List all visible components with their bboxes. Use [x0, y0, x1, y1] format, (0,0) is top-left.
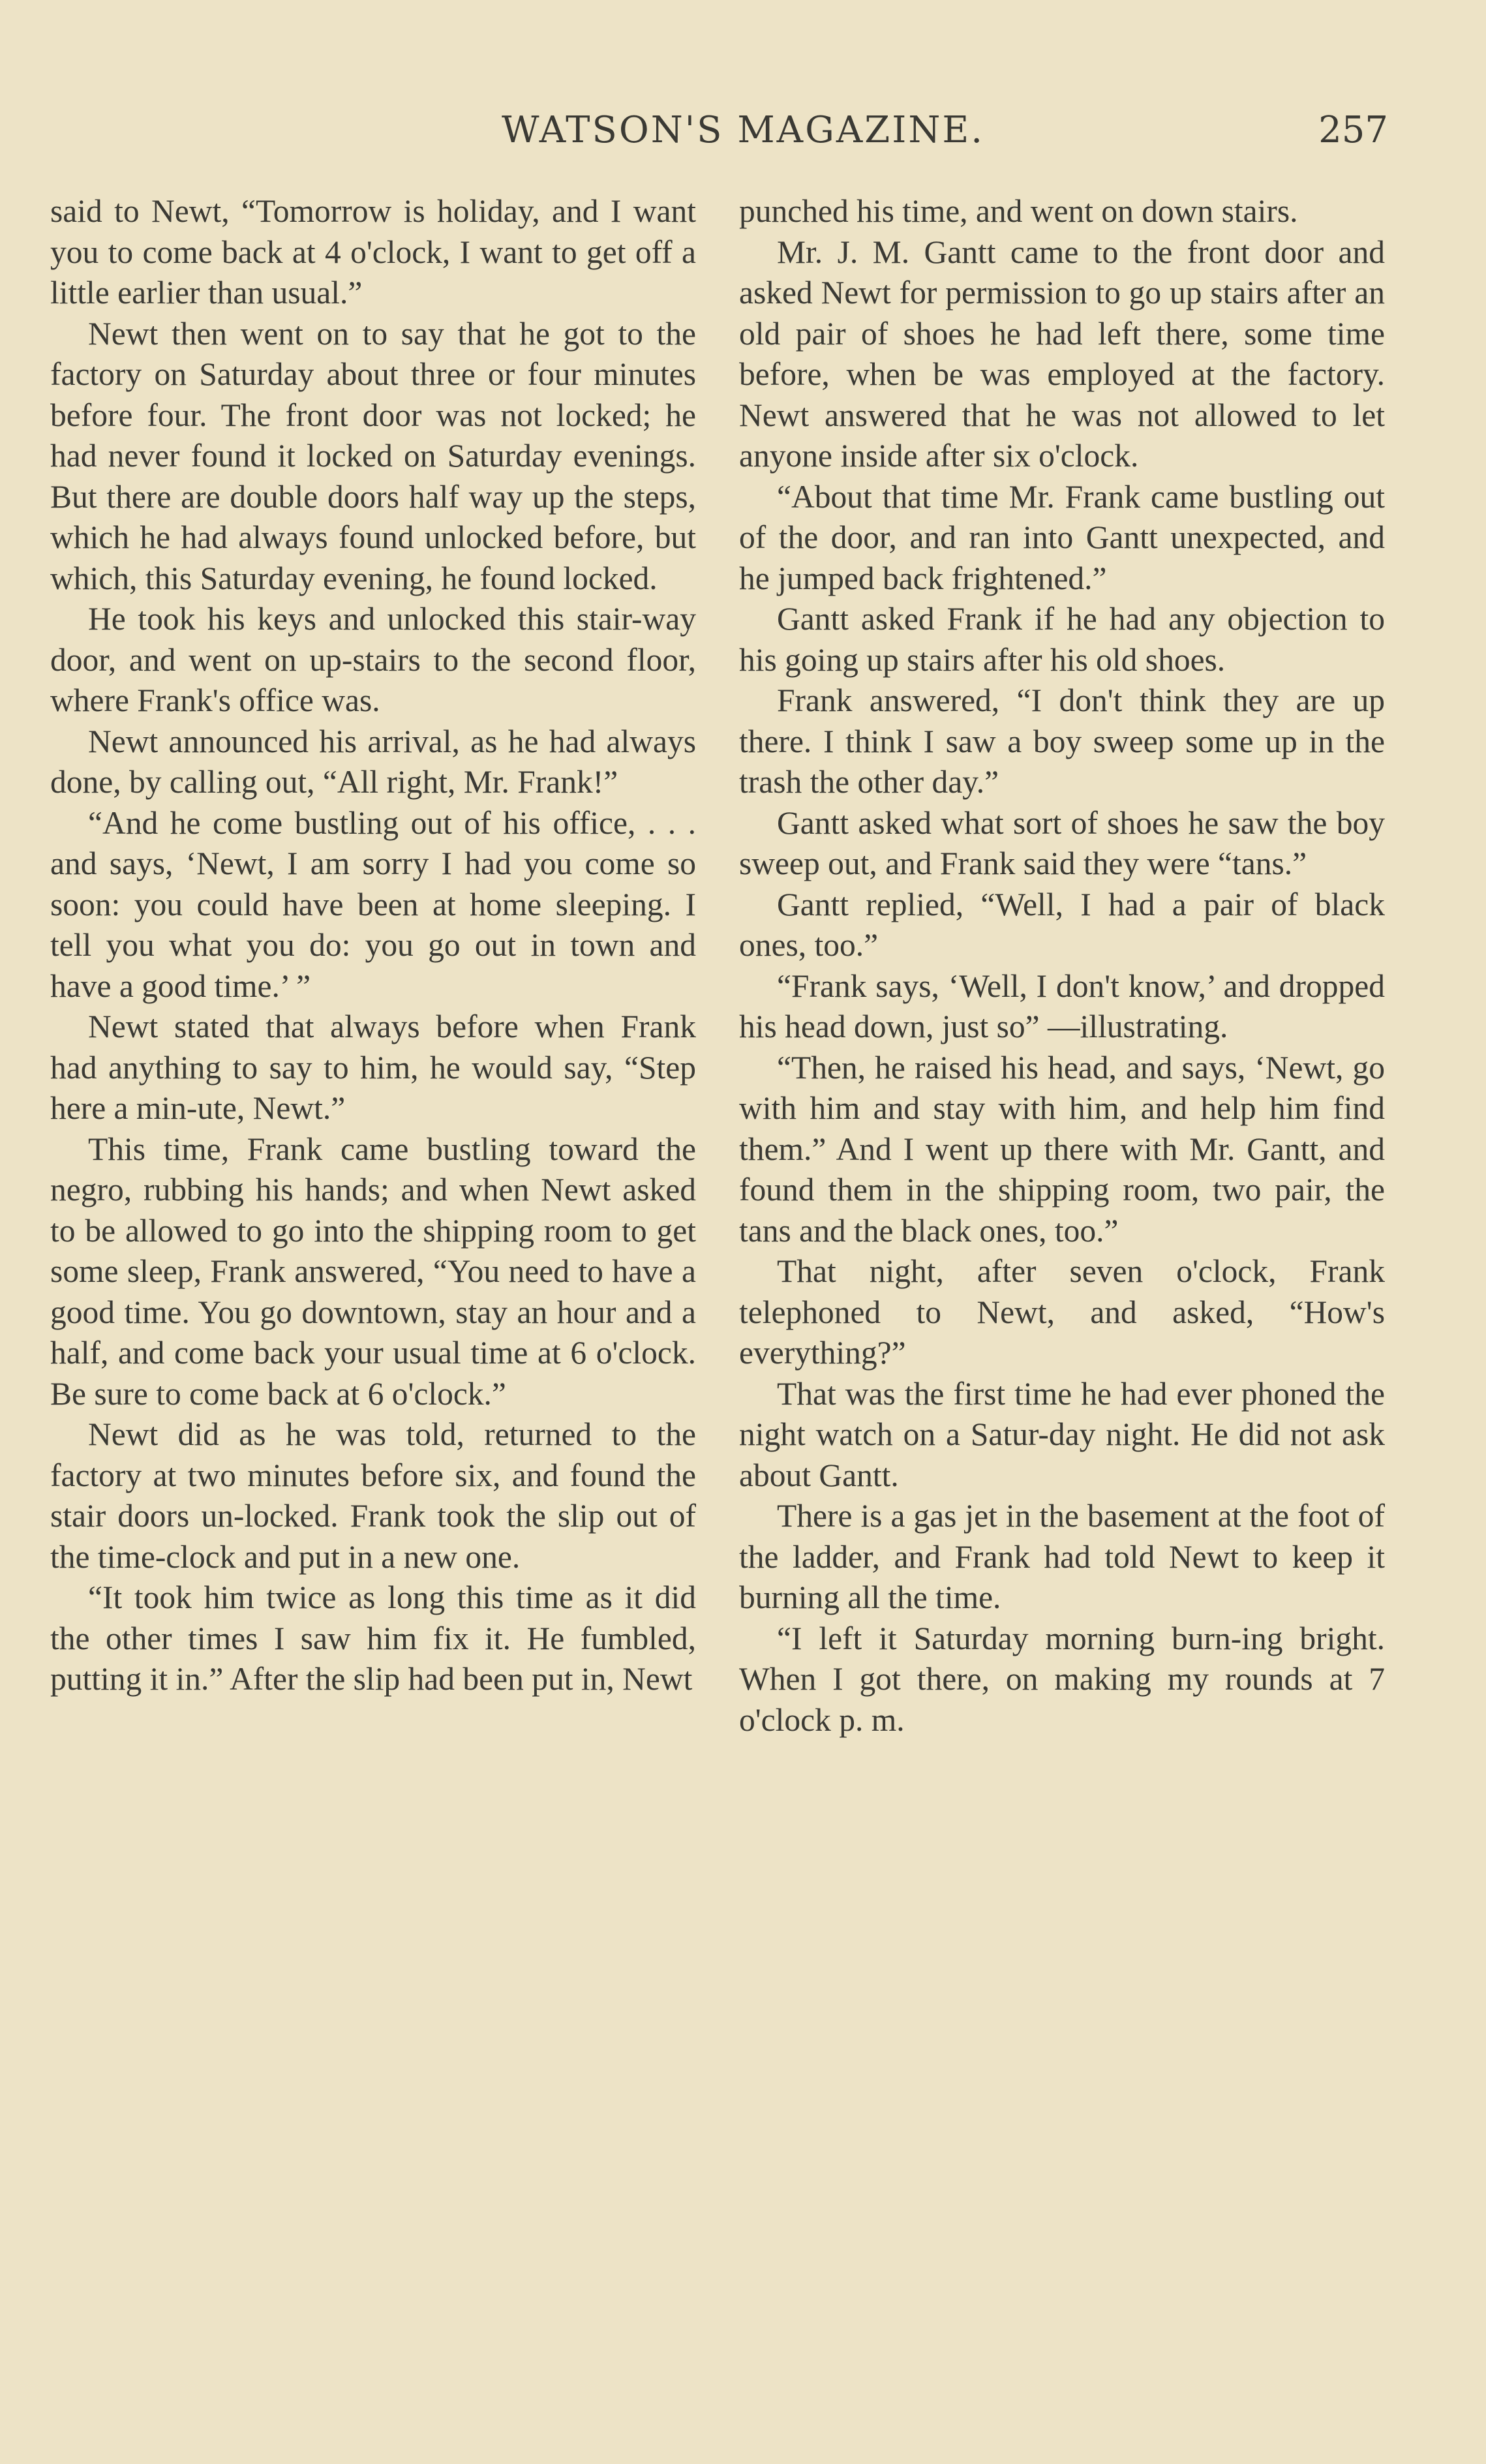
- paragraph: Gantt asked what sort of shoes he saw the boy sweep out, and Frank said they were “tans.”: [739, 804, 1385, 881]
- paragraph: There is a gas jet in the basement at the foot of the ladder, and Frank had told Newt to keep it burning all the time.: [739, 1498, 1385, 1615]
- paragraph: He took his keys and unlocked this stair-way door, and went on up-stairs to the second floor, where Frank's office was.: [50, 601, 696, 718]
- right-column: [739, 191, 1385, 1741]
- page-number: 257: [1318, 109, 1388, 151]
- paragraph: “About that time Mr. Frank came bustling out of the door, and ran into Gantt unexpected, and he jumped back frightened.”: [739, 478, 1385, 596]
- paragraph: said to Newt, “Tomorrow is holiday, and I want you to come back at 4 o'clock, I want to get off a little earlier than usual.”: [50, 193, 696, 311]
- paragraph: Frank answered, “I don't think they are up there. I think I saw a boy sweep some up in the trash the other day.”: [739, 682, 1385, 800]
- paragraph: “I left it Saturday morning burn-ing bright. When I got there, on making my rounds at 7 o'clock p. m.: [739, 1620, 1385, 1738]
- paragraph: Mr. J. M. Gantt came to the front door and asked Newt for permission to go up stairs after an old pair of shoes he had left there, some time before, when be was employed at the factory. Newt answered that he was not allowed to let anyone inside after six o'clock.: [739, 234, 1385, 474]
- left-column: [50, 191, 696, 1700]
- paragraph: Newt then went on to say that he got to the factory on Saturday about three or four minutes before four. The front door was not locked; he had never found it locked on Saturday evenings. But there are double doors half way up the steps, which he had always found unlocked before, but which, this Saturday evening, he found locked.: [50, 315, 696, 596]
- paragraph: Gantt replied, “Well, I had a pair of black ones, too.”: [739, 886, 1385, 963]
- paragraph: That was the first time he had ever phoned the night watch on a Satur-day night. He did not ask about Gantt.: [739, 1375, 1385, 1493]
- paragraph: Gantt asked Frank if he had any objection to his going up stairs after his old shoes.: [739, 601, 1385, 678]
- paragraph: Newt did as he was told, returned to the factory at two minutes before six, and found the stair doors un-locked. Frank took the slip out of the time-clock and put in a new one.: [50, 1416, 696, 1575]
- paragraph: Newt announced his arrival, as he had always done, by calling out, “All right, Mr. Frank!”: [50, 723, 696, 800]
- paragraph: “Frank says, ‘Well, I don't know,’ and dropped his head down, just so” —illustrating.: [739, 967, 1385, 1044]
- paragraph: This time, Frank came bustling toward the negro, rubbing his hands; and when Newt asked to be allowed to go into the shipping room to get some sleep, Frank answered, “You need to have a good time. You go downtown, stay an hour and a half, and come back your usual time at 6 o'clock. Be sure to come back at 6 o'clock.”: [50, 1131, 696, 1412]
- paragraph: “It took him twice as long this time as it did the other times I saw him fix it. He fumbled, putting it in.” After the slip had been put in, Newt: [50, 1579, 696, 1697]
- running-title: WATSON'S MAGAZINE.: [502, 109, 984, 151]
- paragraph: “And he come bustling out of his office, . . . and says, ‘Newt, I am sorry I had you come so soon: you could have been at home sleeping. I tell you what you do: you go out in town and have a good time.’ ”: [50, 804, 696, 1004]
- paragraph: Newt stated that always before when Frank had anything to say to him, he would say, “Step here a min-ute, Newt.”: [50, 1009, 696, 1126]
- paragraph: That night, after seven o'clock, Frank telephoned to Newt, and asked, “How's everything?”: [739, 1253, 1385, 1371]
- page-header: [0, 104, 1486, 157]
- paragraph: punched his time, and went on down stairs.: [739, 193, 1298, 229]
- paragraph: “Then, he raised his head, and says, ‘Newt, go with him and stay with him, and help him find them.” And I went up there with Mr. Gantt, and found them in the shipping room, two pair, the tans and the black ones, too.”: [739, 1049, 1385, 1249]
